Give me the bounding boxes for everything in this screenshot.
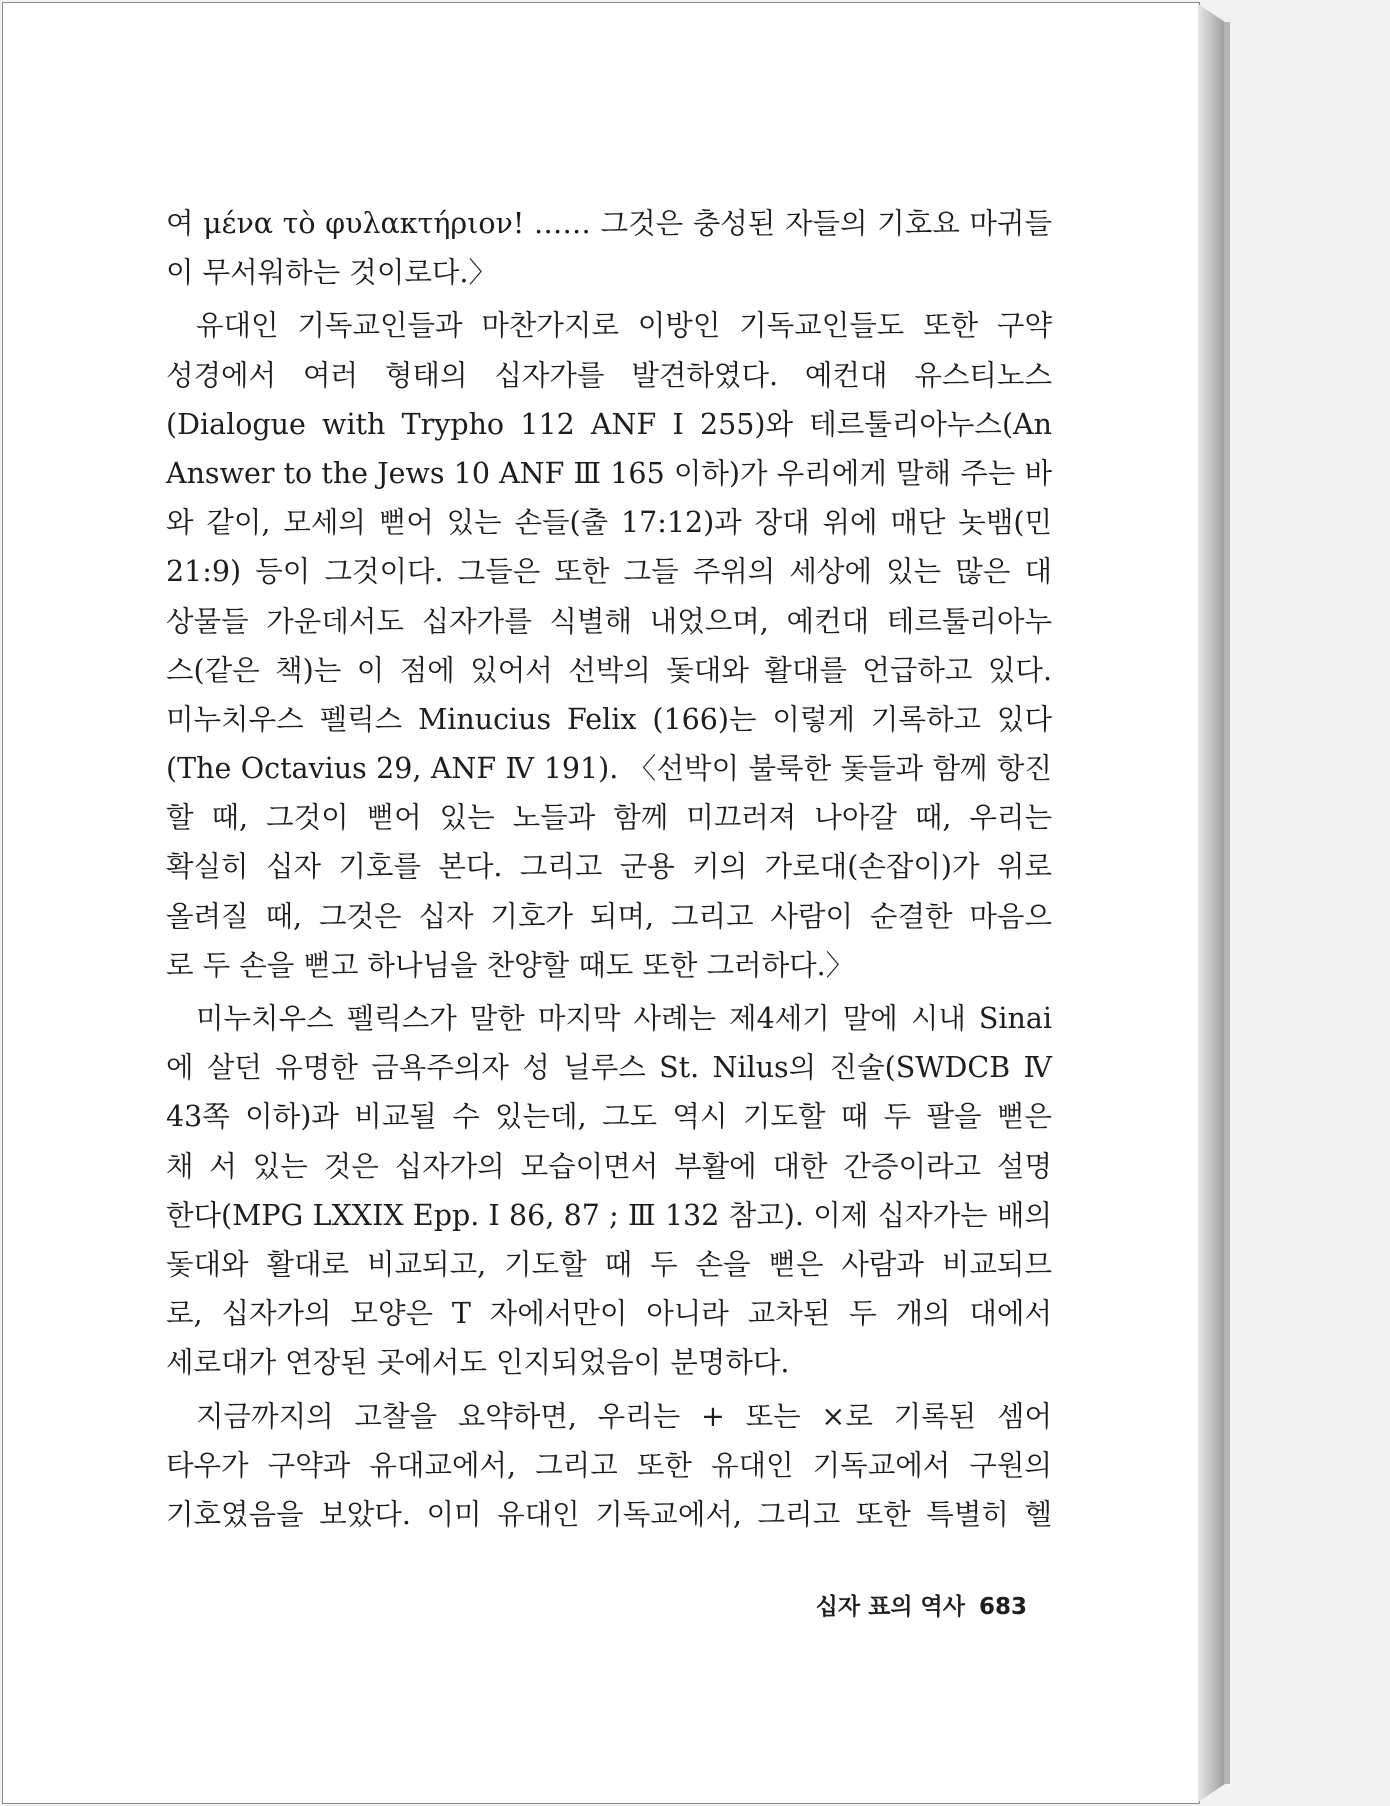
text-line: 로 두 손을 뻗고 하나님을 찬양할 때도 또한 그러하다.〉: [166, 948, 855, 982]
text-line: 돛대와 활대로 비교되고, 기도할 때 두 손을 뻗은 사람과 비교되므: [166, 1247, 1052, 1281]
text-line: 상물들 가운데서도 십자가를 식별해 내었으며, 예컨대 테르툴리아누: [166, 604, 1052, 638]
running-title: 십자 표의 역사: [815, 1594, 965, 1620]
page-number: 683: [978, 1594, 1027, 1620]
text-line: 43쪽 이하)과 비교될 수 있는데, 그도 역시 기도할 때 두 팔을 뻗은: [166, 1100, 1052, 1134]
text-line: 미누치우스 펠릭스 Minucius Felix (166)는 이렇게 기록하고 있다: [166, 702, 1052, 736]
text-line: (The Octavius 29, ANF Ⅳ 191). 〈선박이 불룩한 돛들과 함께 항진: [166, 752, 1052, 786]
text-line: 에 살던 유명한 금욕주의자 성 닐루스 St. Nilus의 진술(SWDCB Ⅳ: [166, 1051, 1052, 1085]
text-line: 성경에서 여러 형태의 십자가를 발견하였다. 예컨대 유스티노스: [166, 358, 1052, 392]
text-line: 올려질 때, 그것은 십자 기호가 되며, 그리고 사람이 순결한 마음으: [166, 899, 1052, 933]
page-edge-shadow: [1224, 22, 1230, 1784]
text-line: 기호였음을 보았다. 이미 유대인 기독교에서, 그리고 또한 특별히 헬: [166, 1497, 1052, 1531]
text-line: 타우가 구약과 유대교에서, 그리고 또한 유대인 기독교에서 구원의: [166, 1448, 1052, 1482]
page-footer: [812, 1588, 1027, 1621]
text-line: 21:9) 등이 그것이다. 그들은 또한 그들 주위의 세상에 있는 많은 대: [166, 555, 1052, 589]
text-line: 와 같이, 모세의 뻗어 있는 손들(출 17:12)과 장대 위에 매단 놋뱀(민: [166, 506, 1052, 540]
text-line: 세로대가 연장된 곳에서도 인지되었음이 분명하다.: [166, 1346, 790, 1380]
text-line: 할 때, 그것이 뻗어 있는 노들과 함께 미끄러져 나아갈 때, 우리는: [166, 801, 1052, 835]
text-line: 한다(MPG LXXIX Epp. I 86, 87 ; Ⅲ 132 참고). 이제 십자가는 배의: [166, 1198, 1052, 1232]
text-line: (Dialogue with Trypho 112 ANF I 255)와 테르툴리아누스(An: [166, 407, 1052, 441]
text-line: 확실히 십자 기호를 본다. 그리고 군용 키의 가로대(손잡이)가 위로: [166, 850, 1052, 884]
text-line: Answer to the Jews 10 ANF Ⅲ 165 이하)가 우리에게 말해 주는 바: [166, 456, 1052, 490]
page-edge: [1198, 4, 1225, 1802]
text-line: 여 μένα τὸ φυλακτήριον! …… 그것은 충성된 자들의 기호요 마귀들: [166, 207, 1052, 240]
text-line: 스(같은 책)는 이 점에 있어서 선박의 돛대와 활대를 언급하고 있다.: [166, 653, 1052, 687]
body-text: [166, 199, 1052, 1539]
text-line: 미누치우스 펠릭스가 말한 마지막 사례는 제4세기 말에 시내 Sinai: [196, 1002, 1052, 1035]
text-line: 채 서 있는 것은 십자가의 모습이면서 부활에 대한 간증이라고 설명: [166, 1149, 1052, 1183]
text-line: 이 무서워하는 것이로다.〉: [166, 256, 497, 290]
text-line: 로, 십자가의 모양은 T 자에서만이 아니라 교차된 두 개의 대에서: [166, 1297, 1052, 1331]
text-line: 지금까지의 고찰을 요약하면, 우리는 + 또는 ×로 기록된 셈어: [196, 1399, 1052, 1433]
text-line: 유대인 기독교인들과 마찬가지로 이방인 기독교인들도 또한 구약: [196, 309, 1052, 343]
